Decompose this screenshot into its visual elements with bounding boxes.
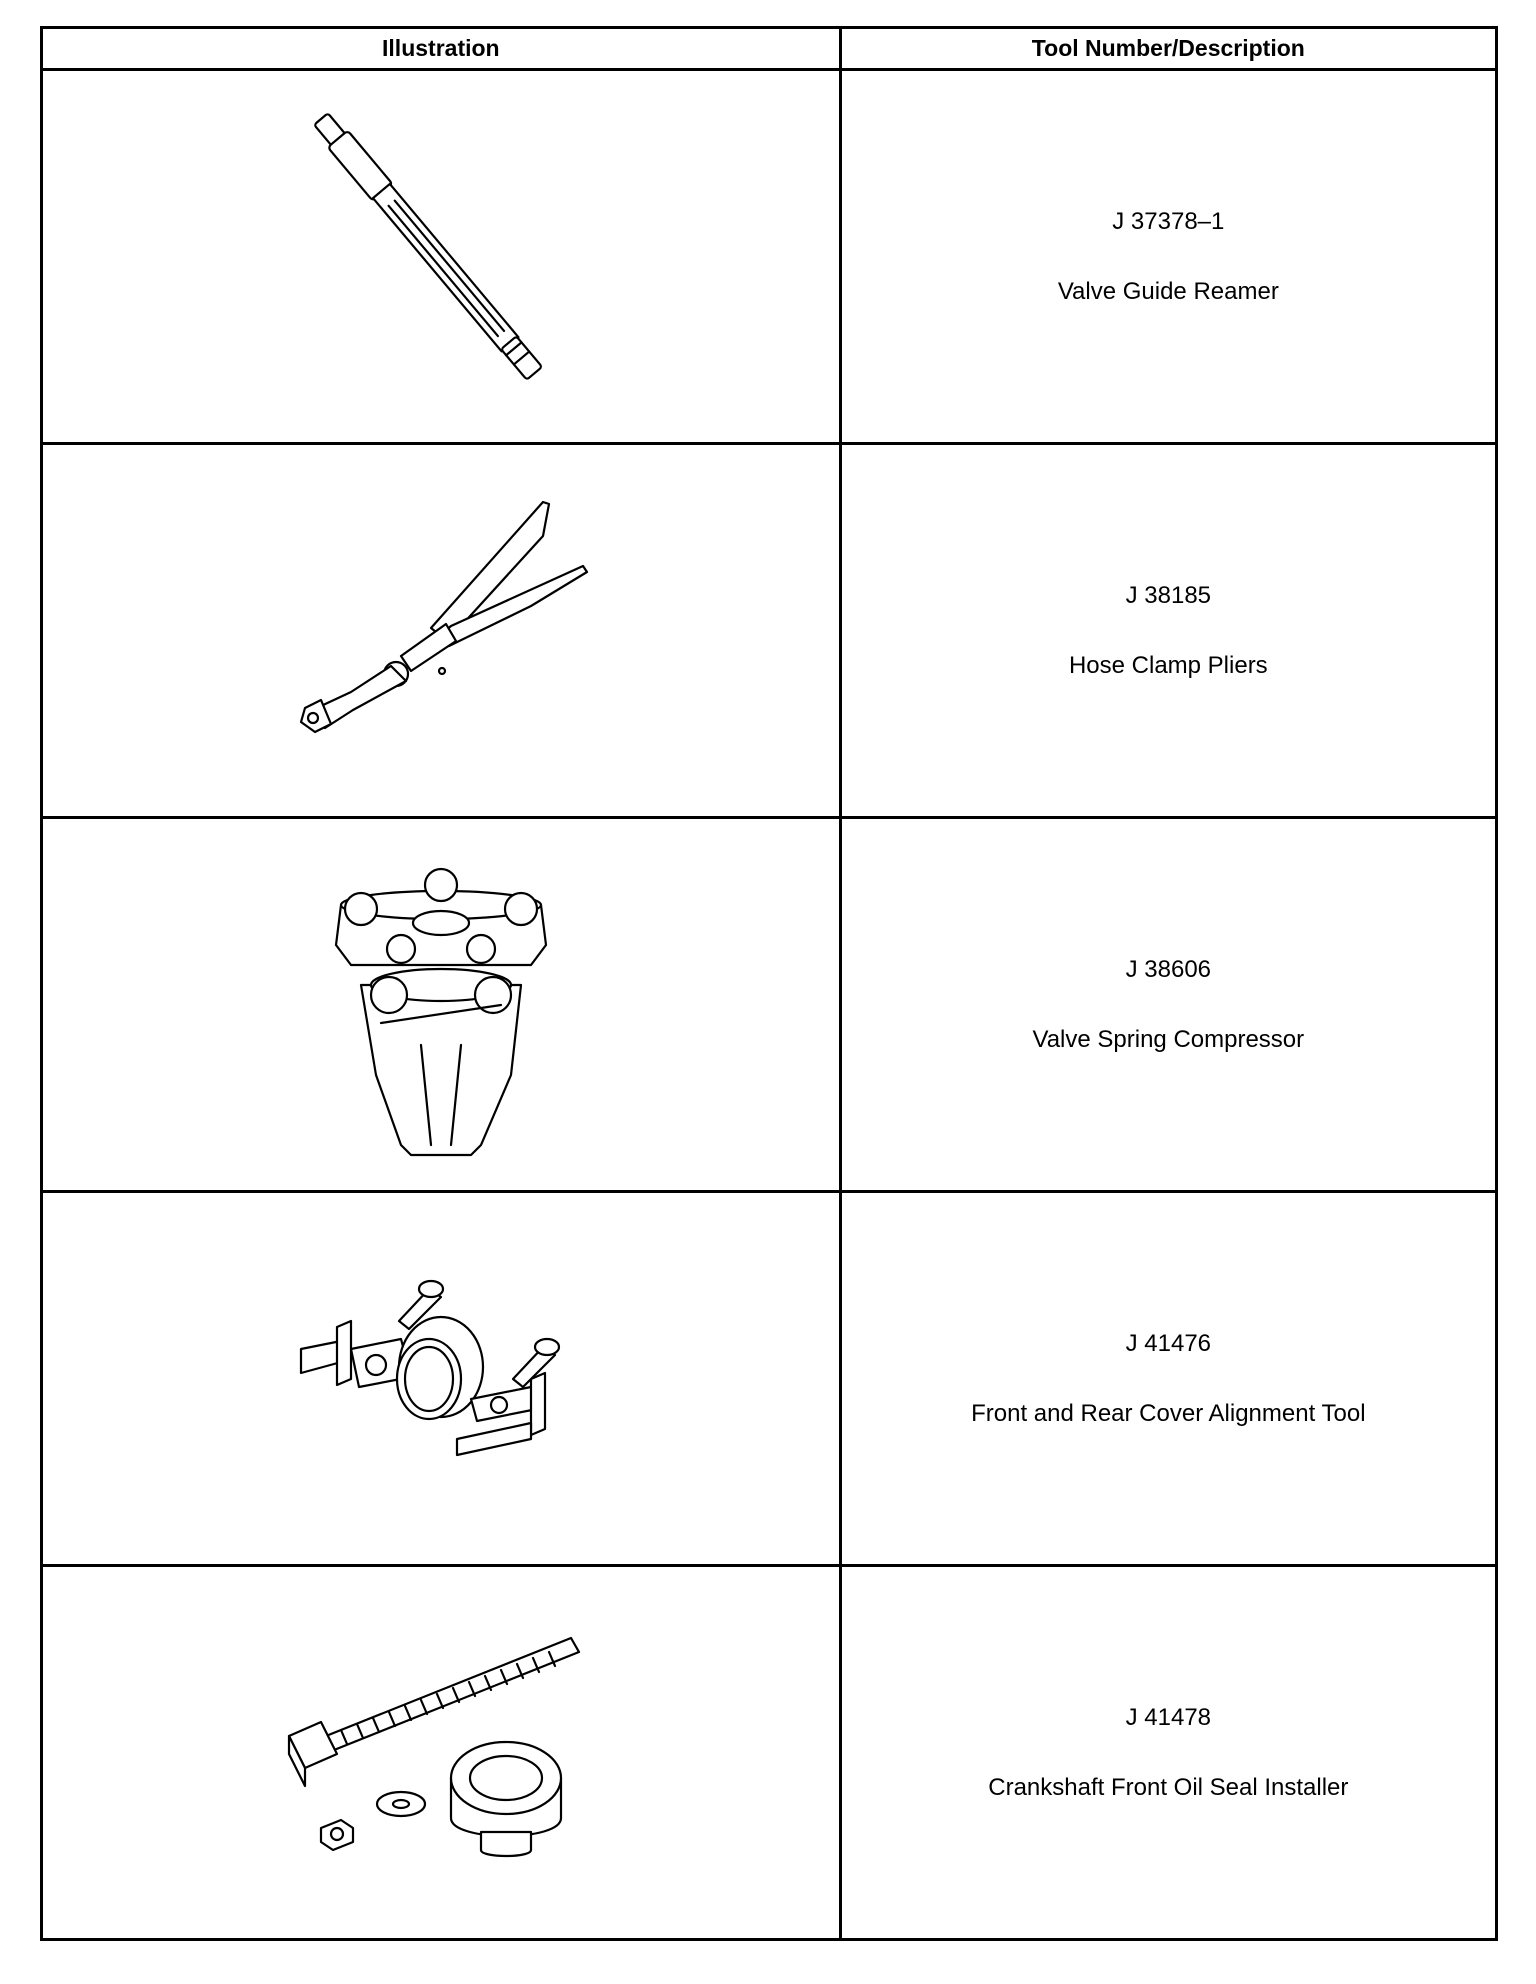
valve-guide-reamer-icon xyxy=(281,97,601,417)
description-cell xyxy=(840,70,1496,444)
table-row xyxy=(42,1566,1497,1940)
table-row xyxy=(42,1192,1497,1566)
illustration-cell xyxy=(42,1192,841,1566)
tool-description: Crankshaft Front Oil Seal Installer xyxy=(988,1773,1349,1801)
tool-number: J 38185 xyxy=(1125,581,1212,609)
illustration-cell xyxy=(42,818,841,1192)
tool-number: J 41478 xyxy=(1125,1703,1212,1731)
oil-seal-installer-icon xyxy=(281,1618,601,1888)
table-row xyxy=(42,818,1497,1192)
tool-description: Hose Clamp Pliers xyxy=(1068,651,1268,679)
description-cell xyxy=(840,1192,1496,1566)
description-cell xyxy=(840,1566,1496,1940)
table-header-row xyxy=(42,28,1497,70)
illustration-cell xyxy=(42,444,841,818)
tool-number: J 37378–1 xyxy=(1112,207,1225,235)
illustration-cell xyxy=(42,70,841,444)
hose-clamp-pliers-icon xyxy=(281,496,601,766)
header-illustration: Illustration xyxy=(42,28,841,70)
tool-number: J 38606 xyxy=(1125,955,1212,983)
tool-number: J 41476 xyxy=(1125,1329,1212,1357)
tool-description: Front and Rear Cover Alignment Tool xyxy=(971,1399,1366,1427)
cover-alignment-tool-icon xyxy=(281,1269,601,1489)
table-row xyxy=(42,70,1497,444)
tool-description: Valve Spring Compressor xyxy=(1032,1025,1305,1053)
tool-description: Valve Guide Reamer xyxy=(1057,277,1279,305)
header-tool-number-description: Tool Number/Description xyxy=(840,28,1496,70)
description-cell xyxy=(840,444,1496,818)
illustration-cell xyxy=(42,1566,841,1940)
valve-spring-compressor-icon xyxy=(321,845,561,1165)
table-row xyxy=(42,444,1497,818)
description-cell xyxy=(840,818,1496,1192)
special-tools-table xyxy=(40,26,1498,1941)
